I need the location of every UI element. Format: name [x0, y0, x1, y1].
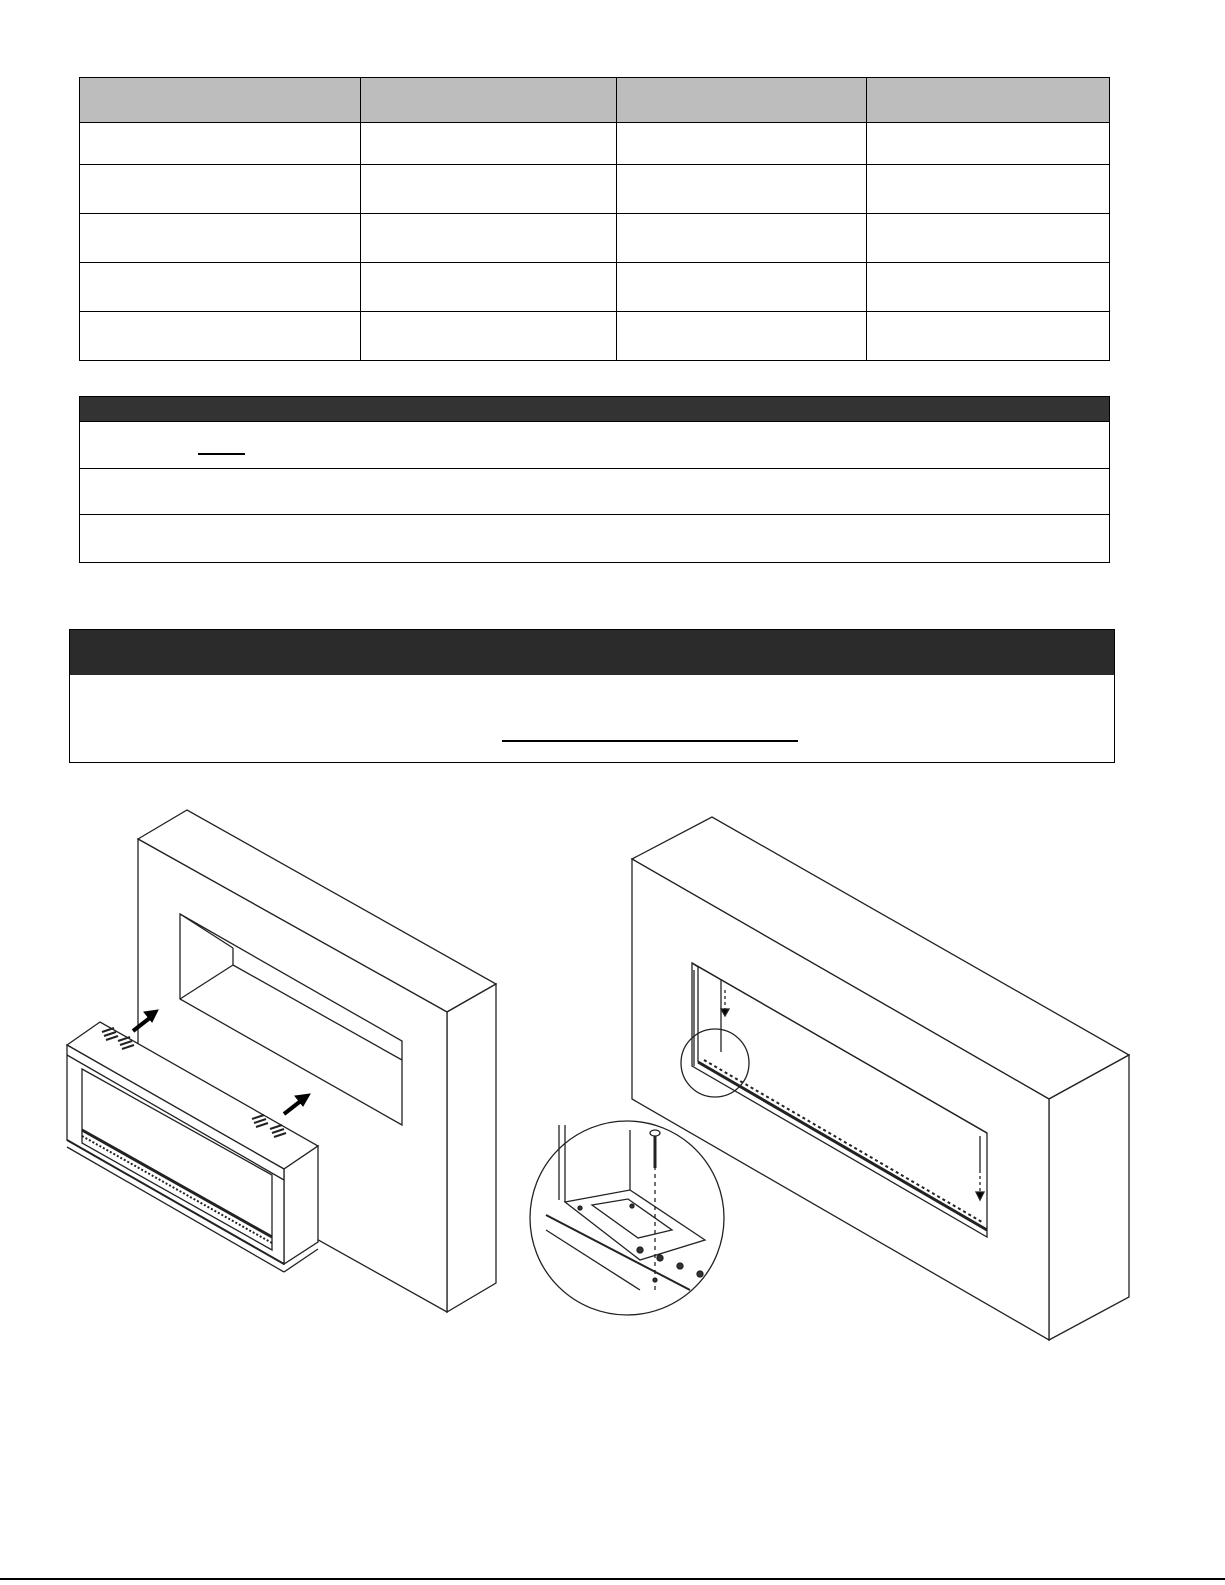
underline-mark — [198, 453, 245, 455]
spec-cell — [617, 123, 867, 165]
firebox-fastening-diagram — [530, 817, 1129, 1340]
notice-line — [80, 514, 1109, 562]
footer-rule — [0, 1578, 1225, 1580]
section-title-bar — [70, 630, 1114, 675]
spec-cell — [80, 123, 361, 165]
spec-cell — [361, 214, 617, 263]
spec-cell — [80, 214, 361, 263]
firebox-insertion-diagram — [67, 810, 496, 1312]
spec-cell — [80, 312, 361, 361]
spec-cell — [617, 214, 867, 263]
spec-cell — [361, 165, 617, 214]
spec-cell — [361, 123, 617, 165]
spec-cell — [617, 165, 867, 214]
spec-cell — [80, 263, 361, 312]
spec-cell — [617, 263, 867, 312]
notice-line — [80, 468, 1109, 514]
spec-header-cell — [80, 78, 361, 123]
spec-cell — [867, 214, 1110, 263]
spec-cell — [867, 123, 1110, 165]
installation-illustration — [0, 790, 1225, 1350]
notice-title-bar — [80, 397, 1109, 421]
section-box — [69, 629, 1115, 763]
spec-table-header — [80, 78, 1110, 123]
spec-table — [79, 77, 1110, 361]
detail-magnified-view — [530, 1121, 724, 1315]
spec-cell — [361, 263, 617, 312]
spec-header-cell — [867, 78, 1110, 123]
underline-mark — [502, 740, 798, 742]
spec-cell — [617, 312, 867, 361]
table-row — [80, 123, 1110, 165]
table-row — [80, 263, 1110, 312]
spec-cell — [80, 165, 361, 214]
spec-header-cell — [617, 78, 867, 123]
table-row — [80, 312, 1110, 361]
spec-header-cell — [361, 78, 617, 123]
table-row — [80, 214, 1110, 263]
spec-cell — [361, 312, 617, 361]
spec-cell — [867, 263, 1110, 312]
spec-cell — [867, 312, 1110, 361]
notice-line — [80, 421, 1109, 468]
spec-cell — [867, 165, 1110, 214]
table-row — [80, 165, 1110, 214]
notice-box — [79, 396, 1110, 563]
